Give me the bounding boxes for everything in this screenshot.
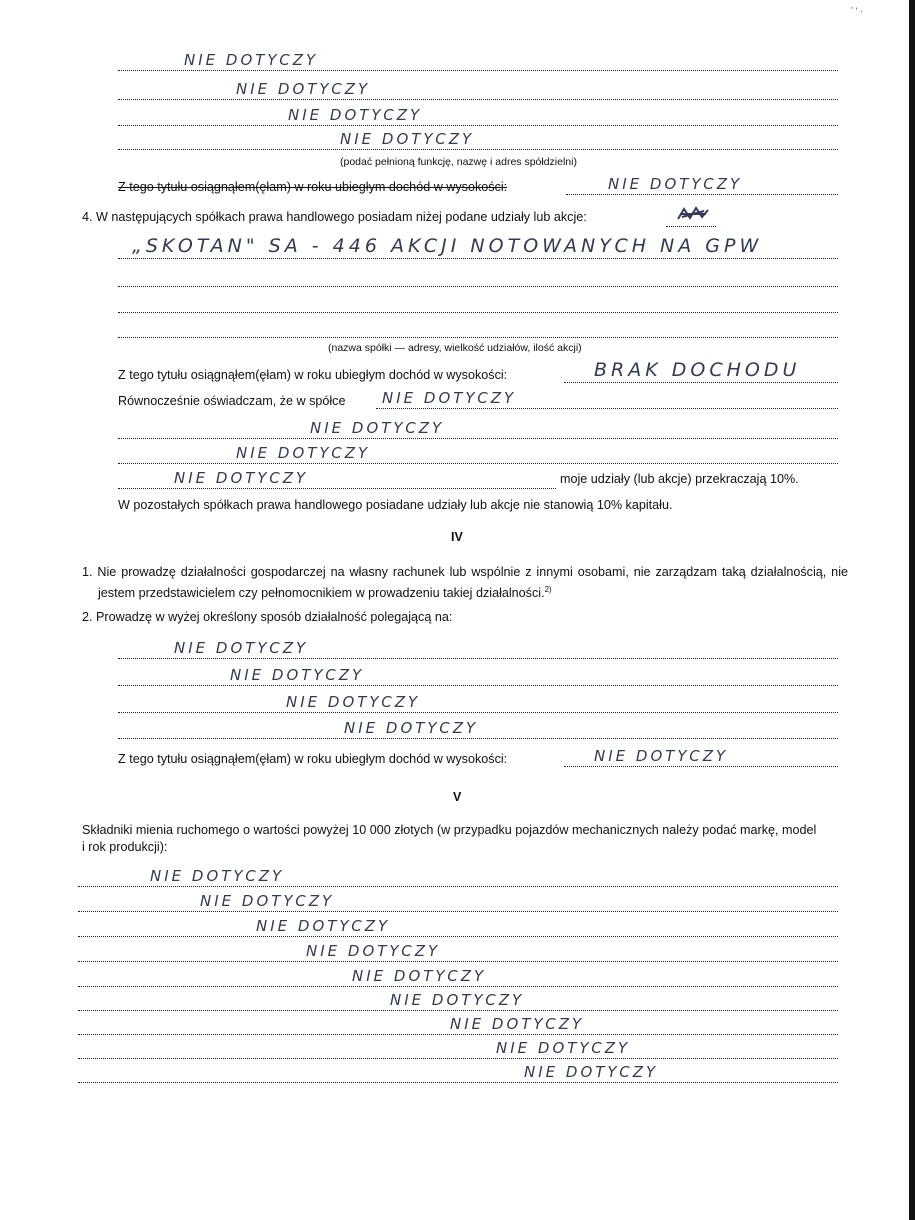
declare-label: Równocześnie oświadczam, że w spółce [118,394,346,408]
field-caption: (podać pełnioną funkcję, nazwę i adres spółdzielni) [340,156,577,168]
fill-line [118,315,838,338]
handwritten-entry: NIE DOTYCZY [496,1039,631,1057]
fill-line [78,1036,838,1059]
handwritten-entry: NIE DOTYCZY [344,719,479,737]
section-iv-heading: IV [451,530,463,544]
handwritten-entry: NIE DOTYCZY [450,1015,585,1033]
section-iv-item-1 [82,564,848,602]
fill-line [118,690,838,713]
other-companies-text: W pozostałych spółkach prawa handlowego posiadane udziały lub akcje nie stanowią 10% kapitału. [118,498,673,512]
fill-line [78,864,838,887]
fill-line [78,1060,838,1083]
handwritten-entry: NIE DOTYCZY [594,747,729,765]
income-label: Z tego tytułu osiągnąłem(ęłam) w roku ubiegłym dochód w wysokości: [118,752,508,766]
fill-line [78,988,838,1011]
handwritten-entry: NIE DOTYCZY [310,419,445,437]
item-1-text: 1. Nie prowadzę działalności gospodarczej na własny rachunek lub wspólnie z innymi osobami, nie zarządzam taką działalnością, nie jestem przedstawicielem czy pełnomocnikiem w prowadzeniu takiej działalności. [82,565,848,601]
handwritten-entry: NIE DOTYCZY [174,639,309,657]
scan-edge [909,0,915,1220]
footnote-ref: 2) [544,585,552,594]
handwritten-entry: „SKOTAN" SA - 446 AKCJI NOTOWANYCH NA GPW [132,235,763,257]
fill-line [78,939,838,962]
exceed-text: moje udziały (lub akcje) przekraczają 10%. [560,472,799,486]
handwritten-entry: NIE DOTYCZY [256,917,391,935]
handwritten-entry: NIE DOTYCZY [288,106,423,124]
fill-line [78,889,838,912]
handwritten-entry: NIE DOTYCZY [306,942,441,960]
fill-line [118,441,838,464]
handwritten-entry: NIE DOTYCZY [390,991,525,1009]
handwritten-entry: NIE DOTYCZY [524,1063,659,1081]
fill-line [118,290,838,313]
fill-line [118,103,838,126]
fill-line [118,48,838,71]
field-caption: (nazwa spółki — adresy, wielkość udziałów, ilość akcji) [328,342,582,354]
item-4-label: 4. W następujących spółkach prawa handlowego posiadam niżej podane udziały lub akcje: [82,210,587,224]
fill-line [566,172,838,195]
fill-line [118,264,838,287]
corner-mark: ʼ ʻ · [851,6,863,16]
fill-line [118,663,838,686]
fill-line [118,466,556,489]
handwritten-entry: NIE DOTYCZY [174,469,309,487]
handwritten-entry: NIE DOTYCZY [286,693,421,711]
fill-line [118,716,838,739]
handwritten-entry: NIE DOTYCZY [340,130,475,148]
fill-line [376,386,838,409]
handwritten-entry: NIE DOTYCZY [236,444,371,462]
handwritten-entry: NIE DOTYCZY [382,389,517,407]
handwritten-entry: NIE DOTYCZY [236,80,371,98]
fill-line [118,77,838,100]
fill-line [118,236,838,259]
handwritten-entry: NIE DOTYCZY [230,666,365,684]
section-v-heading: V [453,790,462,804]
income-label: Z tego tytułu osiągnąłem(ęłam) w roku ubiegłym dochód w wysokości: [118,368,508,382]
fill-line [564,360,838,383]
income-label-struck: Z tego tytułu osiągnąłem(ęłam) w roku ubiegłym dochód w wysokości: [118,180,508,194]
handwritten-entry: NIE DOTYCZY [200,892,335,910]
fill-line [118,636,838,659]
fill-line [118,127,838,150]
handwritten-entry: NIE DOTYCZY [352,967,487,985]
section-v-intro: Składniki mienia ruchomego o wartości powyżej 10 000 złotych (w przypadku pojazdów mechanicznych należy podać markę, model i rok produkcji): [82,823,817,854]
handwritten-entry: NIE DOTYCZY [608,175,743,193]
fill-line [118,416,838,439]
fill-line [78,914,838,937]
handwritten-entry: NIE DOTYCZY [184,51,319,69]
fill-line [78,964,838,987]
fill-line [78,1012,838,1035]
scribble-mark [676,205,710,223]
handwritten-entry: NIE DOTYCZY [150,867,285,885]
handwritten-entry: BRAK DOCHODU [594,359,801,381]
section-iv-item-2: 2. Prowadzę w wyżej określony sposób działalność polegającą na: [82,610,453,624]
fill-line [564,744,838,767]
